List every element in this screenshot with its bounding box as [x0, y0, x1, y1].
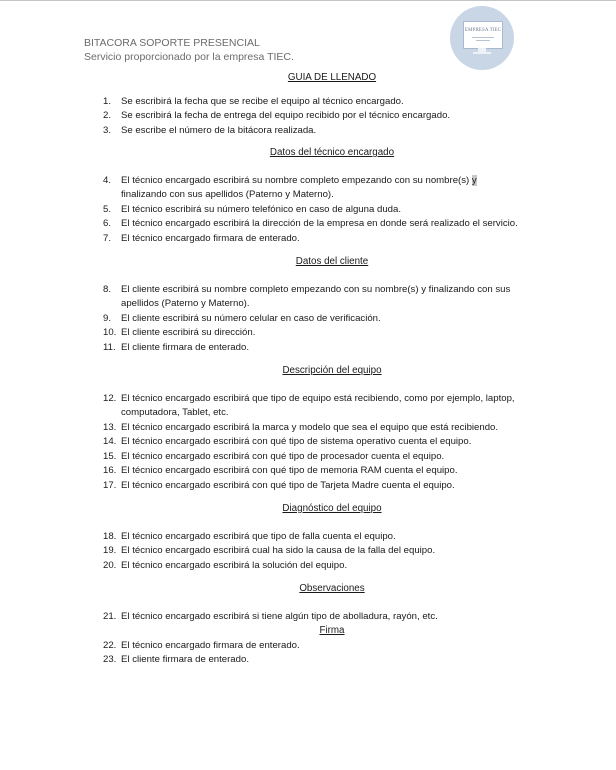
list-item: 12. El técnico encargado escribirá que tipo de equipo está recibiendo, como por ejemplo, laptop, computadora, Tablet, etc.	[103, 392, 515, 418]
section-title-cliente: Datos del cliente	[295, 256, 369, 267]
list-item: 3. Se escribe el número de la bitácora realizada.	[103, 124, 317, 136]
section-title-diagnostico: Diagnóstico del equipo	[282, 503, 382, 514]
list-section-5	[0, 610, 616, 625]
list-item: 9. El cliente escribirá su número celular en caso de verificación.	[103, 312, 381, 324]
monitor-icon	[463, 21, 503, 49]
list-section-4	[0, 530, 616, 574]
list-item: 2. Se escribirá la fecha de entrega del equipo recibido por el técnico encargado.	[103, 110, 451, 121]
list-item: 18. El técnico encargado escribirá que tipo de falla cuenta el equipo.	[103, 530, 396, 542]
logo-subline	[472, 37, 494, 38]
list-item: 21. El técnico encargado escribirá si tiene algún tipo de abolladura, rayón, etc.	[103, 610, 438, 622]
list-item: 20. El técnico encargado escribirá la solución del equipo.	[103, 559, 348, 571]
list-item: 15. El técnico encargado escribirá con qué tipo de procesador cuenta el equipo.	[103, 450, 445, 462]
company-logo	[450, 6, 514, 70]
list-section-6	[0, 639, 616, 668]
logo-text: EMPRESA TIEC	[464, 28, 502, 33]
section-title-tecnico: Datos del técnico encargado	[269, 147, 395, 158]
list-section-2	[0, 283, 616, 356]
section-title-firma: Firma	[319, 625, 345, 636]
section-title-descripcion: Descripción del equipo	[282, 365, 382, 376]
list-item: 7. El técnico encargado firmara de enterado.	[103, 232, 300, 244]
list-item: 11. El cliente firmara de enterado.	[103, 341, 249, 353]
list-item: 8. El cliente escribirá su nombre completo empezando con su nombre(s) y finalizando con sus apellidos (Paterno y Materno).	[103, 283, 511, 309]
list-item: 5. El técnico escribirá su número telefónico en caso de alguna duda.	[103, 203, 401, 215]
list-section-1	[0, 174, 616, 247]
page-top-border	[0, 0, 616, 1]
list-item: 16. El técnico encargado escribirá con qué tipo de memoria RAM cuenta el equipo.	[103, 465, 458, 476]
list-section-0	[0, 95, 616, 139]
list-item: 10. El cliente escribirá su dirección.	[103, 327, 256, 338]
document-header	[84, 36, 294, 64]
guide-title: GUIA DE LLENADO	[287, 72, 377, 83]
list-item: 14. El técnico encargado escribirá con qué tipo de sistema operativo cuenta el equipo.	[103, 436, 472, 447]
section-title-observaciones: Observaciones	[299, 583, 365, 594]
document-body	[0, 71, 616, 668]
list-item: 6. El técnico encargado escribirá la dirección de la empresa en donde será realizado el servicio.	[103, 218, 518, 229]
header-title: BITACORA SOPORTE PRESENCIAL	[84, 37, 260, 49]
list-item: 22. El técnico encargado firmara de enterado.	[103, 639, 300, 651]
list-item: 17. El técnico encargado escribirá con qué tipo de Tarjeta Madre cuenta el equipo.	[103, 479, 455, 491]
list-item: 1. Se escribirá la fecha que se recibe el equipo al técnico encargado.	[103, 95, 404, 107]
highlighted-text: y	[471, 174, 477, 186]
list-item: 13. El técnico encargado escribirá la marca y modelo que sea el equipo que está recibiendo.	[103, 421, 499, 433]
header-subtitle: Servicio proporcionado por la empresa TIEC.	[84, 51, 294, 63]
list-item: 19. El técnico encargado escribirá cual ha sido la causa de la falla del equipo.	[103, 545, 436, 556]
list-item: 4. El técnico encargado escribirá su nombre completo empezando con su nombre(s) y finalizando con sus apellidos (Paterno y Materno).	[103, 174, 477, 200]
logo-subline	[476, 40, 490, 41]
monitor-base	[473, 52, 491, 54]
list-section-3	[0, 392, 616, 494]
list-item: 23. El cliente firmara de enterado.	[103, 654, 249, 665]
